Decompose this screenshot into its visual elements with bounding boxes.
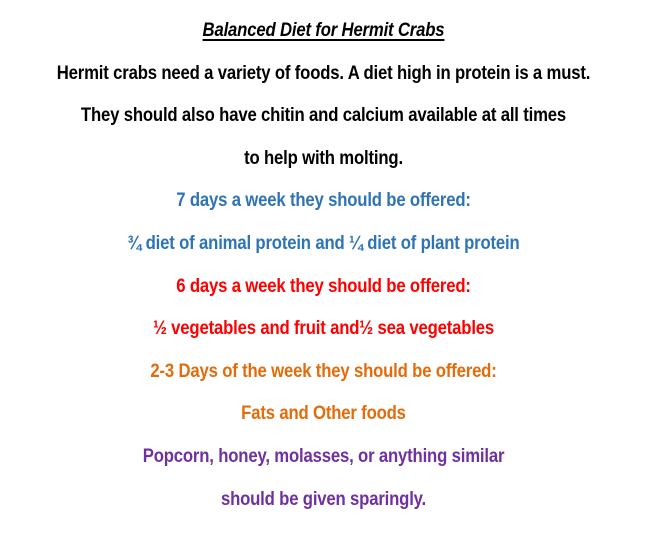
six-days-detail: ½ vegetables and fruit and½ sea vegetables: [152, 318, 495, 340]
two-three-days-heading: 2-3 Days of the week they should be offered:: [150, 360, 497, 382]
sparingly-line-2: should be given sparingly.: [220, 488, 427, 510]
seven-days-heading: 7 days a week they should be offered:: [176, 190, 471, 212]
intro-line-3: to help with molting.: [244, 147, 403, 169]
doc-title: Balanced Diet for Hermit Crabs: [202, 20, 445, 41]
intro-line-2: They should also have chitin and calcium available at all times: [80, 105, 567, 127]
seven-days-detail: ¾ diet of animal protein and ¼ diet of plant protein: [127, 232, 520, 254]
two-three-days-detail: Fats and Other foods: [241, 403, 406, 425]
six-days-heading: 6 days a week they should be offered:: [176, 275, 471, 297]
sparingly-line-1: Popcorn, honey, molasses, or anything similar: [142, 445, 505, 467]
intro-line-1: Hermit crabs need a variety of foods. A diet high in protein is a must.: [56, 62, 591, 84]
